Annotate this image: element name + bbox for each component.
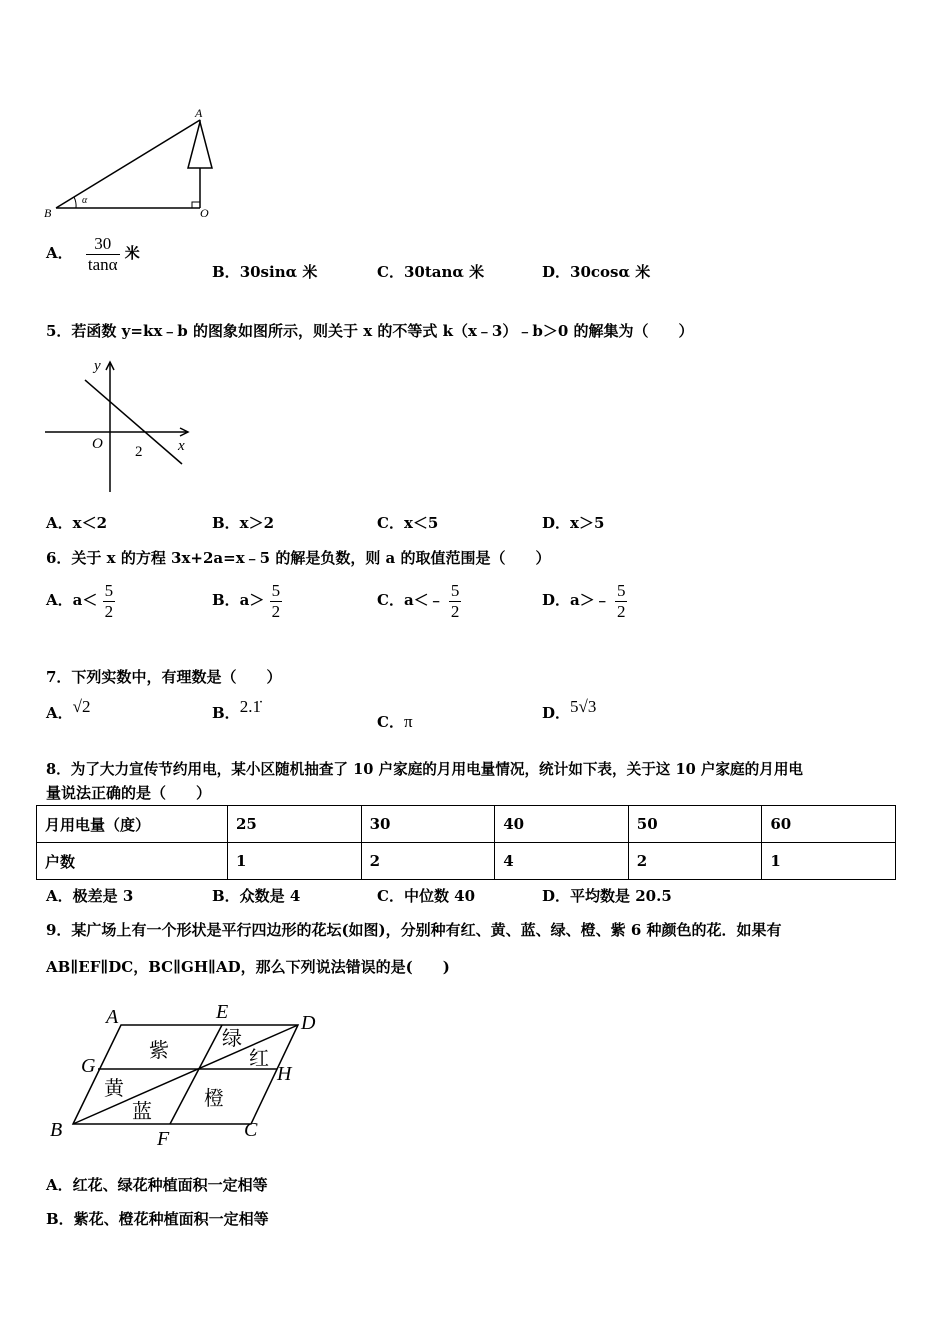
point-h-label: H	[277, 1063, 292, 1085]
option-prefix: D．a＞﹣	[542, 591, 610, 610]
q8-option-c: C．中位数 40	[377, 887, 476, 905]
q4-figure	[40, 100, 220, 225]
electricity-table	[36, 805, 896, 880]
option-text: 30cosα 米	[570, 263, 651, 281]
point-o-label: O	[200, 206, 209, 220]
point-a-label: A	[195, 106, 203, 120]
q6-option-c	[377, 581, 461, 621]
intercept-label: 2	[135, 444, 143, 460]
q5-figure	[40, 352, 200, 497]
table-header-cell: 月用电量（度）	[37, 806, 228, 843]
angle-alpha-label: α	[82, 195, 88, 206]
q7-option-b	[212, 697, 261, 723]
region-blue-label: 蓝	[132, 1101, 152, 1123]
y-axis-label: y	[94, 358, 101, 374]
table-row	[37, 806, 896, 843]
fraction-numerator: 5	[271, 581, 281, 600]
q5-option-b: B．x＞2	[212, 514, 275, 532]
fraction-numerator: 5	[616, 581, 626, 600]
q5-option-c: C．x＜5	[377, 514, 439, 532]
fraction-numerator: 30	[94, 234, 112, 253]
region-purple-label: 紫	[149, 1040, 169, 1062]
point-a-label: A	[106, 1006, 119, 1028]
table-cell: 60	[762, 806, 896, 843]
q5-stem: 5．若函数 y=kx﹣b 的图象如图所示，则关于 x 的不等式 k（x﹣3）﹣b＞0 的解集为（ ）	[46, 322, 694, 340]
q5-option-d: D．x＞5	[542, 514, 605, 532]
option-letter: A．	[46, 244, 73, 263]
option-math: 5√3	[570, 697, 597, 716]
option-math: 2.1̇	[239, 697, 261, 716]
table-header-cell: 户数	[37, 843, 228, 880]
q8-option-b: B．众数是 4	[212, 887, 301, 905]
table-cell: 40	[495, 806, 629, 843]
q9-option-a: A．红花、绿花种植面积一定相等	[46, 1176, 268, 1194]
q4-option-a	[46, 234, 140, 274]
q7-option-a	[46, 697, 91, 723]
q8-option-a: A．极差是 3	[46, 887, 134, 905]
table-row	[37, 843, 896, 880]
q8-option-d: D．平均数是 20.5	[542, 887, 672, 905]
option-unit: 米	[124, 244, 140, 263]
q8-stem-line1: 8．为了大力宣传节约用电，某小区随机抽查了 10 户家庭的月用电量情况，统计如下表，关于这 10 户家庭的月用电	[46, 761, 804, 778]
point-d-label: D	[301, 1012, 316, 1034]
option-letter: C．	[377, 713, 404, 731]
fraction-denominator: 2	[271, 601, 281, 621]
option-math: √2	[72, 697, 91, 716]
point-e-label: E	[216, 1001, 229, 1023]
q6-stem: 6．关于 x 的方程 3x+2a=x﹣5 的解是负数，则 a 的取值范围是（ ）	[46, 549, 551, 567]
table-cell: 2	[628, 843, 762, 880]
q7-stem: 7．下列实数中，有理数是（ ）	[46, 668, 282, 686]
fraction-denominator: tanα	[87, 254, 118, 274]
fraction-denominator: 2	[104, 601, 114, 621]
q4-option-d	[542, 261, 650, 282]
q9-stem-line1: 9．某广场上有一个形状是平行四边形的花坛(如图)，分别种有红、黄、蓝、绿、橙、紫 6 种颜色的花．如果有	[46, 921, 782, 939]
option-letter: A．	[46, 704, 73, 722]
point-b-label: B	[44, 206, 52, 220]
option-letter: D．	[542, 704, 571, 722]
q6-option-b	[212, 581, 282, 621]
table-cell: 1	[228, 843, 362, 880]
q4-option-c	[377, 261, 484, 282]
table-cell: 25	[228, 806, 362, 843]
option-math: π	[403, 712, 413, 731]
fraction-denominator: 2	[450, 601, 460, 621]
option-prefix: A．a＜	[46, 591, 98, 610]
fraction-numerator: 5	[104, 581, 114, 600]
option-letter: C．	[377, 263, 404, 281]
q6-option-a	[46, 581, 115, 621]
region-yellow-label: 黄	[104, 1078, 124, 1100]
point-b-label: B	[50, 1119, 63, 1141]
fraction-numerator: 5	[450, 581, 460, 600]
origin-label: O	[92, 436, 103, 452]
point-g-label: G	[81, 1055, 96, 1077]
x-axis-label: x	[178, 438, 185, 454]
q8-stem-line2: 量说法正确的是（ ）	[46, 784, 212, 802]
table-cell: 4	[495, 843, 629, 880]
option-prefix: C．a＜﹣	[377, 591, 444, 610]
table-cell: 2	[361, 843, 495, 880]
option-text: 30sinα 米	[239, 263, 318, 281]
option-letter: D．	[542, 263, 571, 281]
option-letter: B．	[212, 704, 240, 722]
q4-option-b	[212, 261, 317, 282]
q7-option-c	[377, 711, 413, 732]
table-cell: 30	[361, 806, 495, 843]
option-letter: B．	[212, 263, 240, 281]
region-green-label: 绿	[222, 1028, 242, 1050]
fraction-denominator: 2	[616, 601, 626, 621]
table-cell: 50	[628, 806, 762, 843]
option-text: 30tanα 米	[403, 263, 485, 281]
region-orange-label: 橙	[204, 1088, 224, 1110]
table-cell: 1	[762, 843, 896, 880]
option-prefix: B．a＞	[212, 591, 265, 610]
point-f-label: F	[157, 1128, 170, 1150]
q5-option-a: A．x＜2	[46, 514, 108, 532]
q9-parallelogram-figure	[40, 995, 340, 1155]
point-c-label: C	[244, 1119, 258, 1141]
q9-stem-line2: AB∥EF∥DC，BC∥GH∥AD，那么下列说法错误的是( )	[46, 958, 450, 976]
q9-option-b: B．紫花、橙花种植面积一定相等	[46, 1210, 269, 1228]
q6-option-d	[542, 581, 627, 621]
region-red-label: 红	[249, 1048, 269, 1070]
q7-option-d	[542, 697, 597, 723]
